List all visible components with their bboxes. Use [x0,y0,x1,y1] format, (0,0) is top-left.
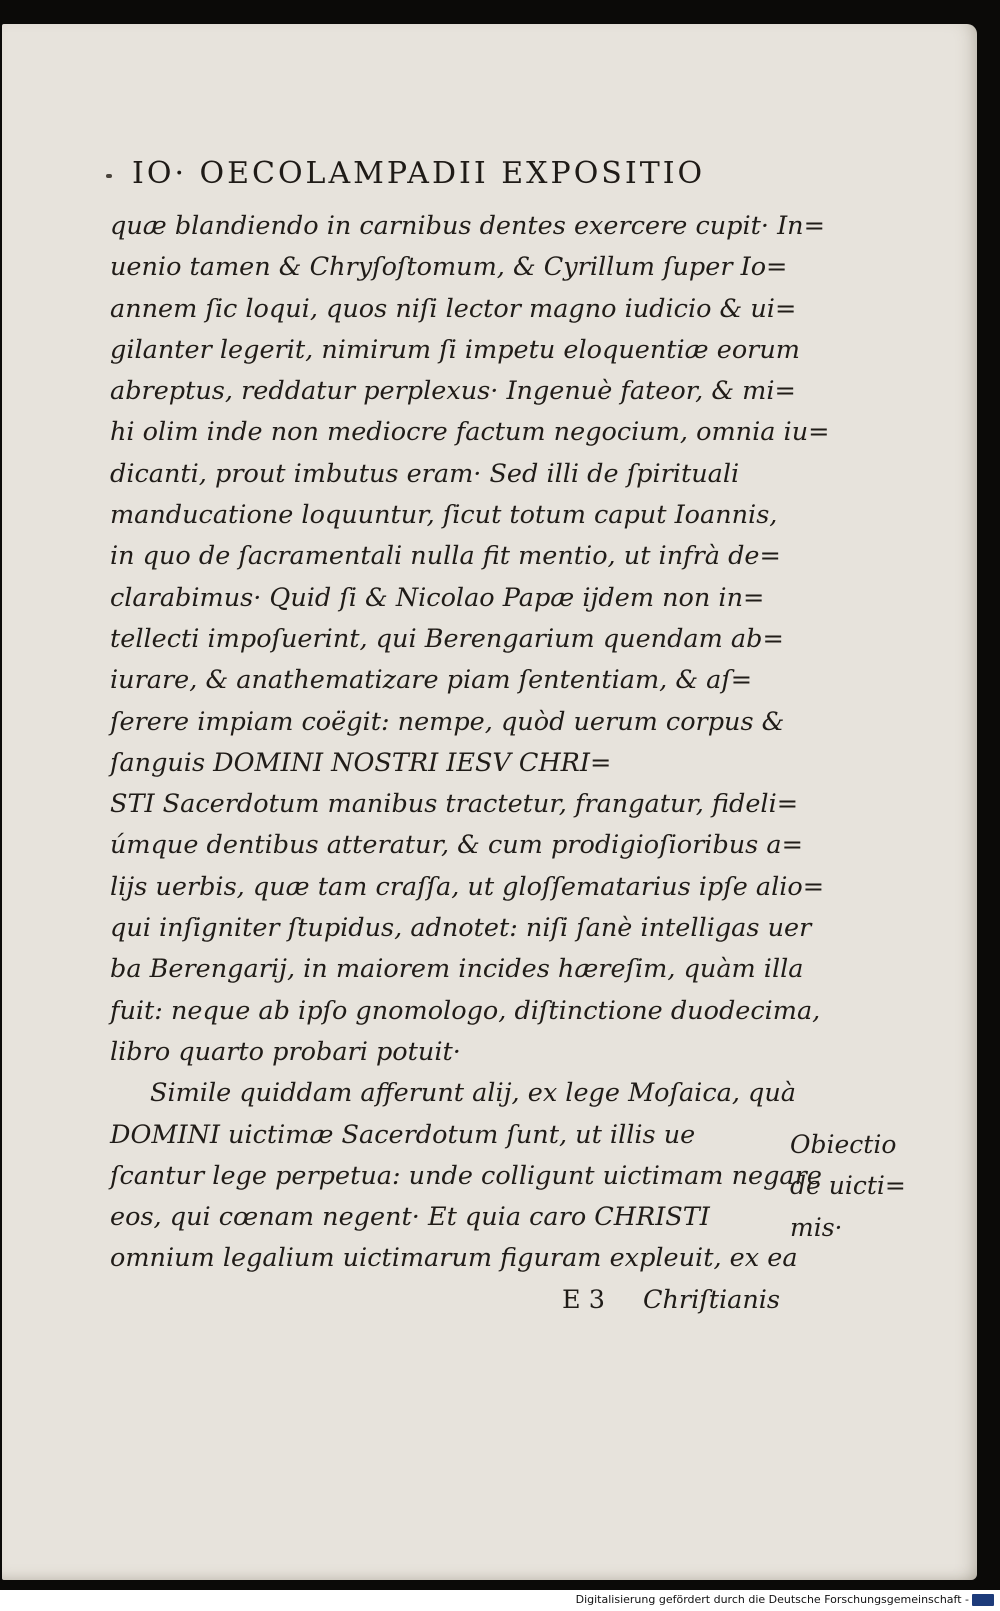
text-line: ba Berengarij, in maiorem incides hæreſim, quàm illa [110,954,804,985]
signature-mark: E 3 [562,1284,605,1315]
text-line: ſcantur lege perpetua: unde colligunt uictimam negare [110,1160,822,1191]
text-line: úmque dentibus atteratur, & cum prodigioſioribus a= [110,830,803,861]
footer-credit [576,1591,994,1609]
text-line: iurare, & anathematizare piam ſententiam, & aſ= [110,665,753,696]
text-line: qui inſigniter ſtupidus, adnotet: niſi ſanè intelligas uer [110,913,812,944]
text-line: manducatione loquuntur, ſicut totum caput Ioannis, [110,500,778,531]
text-line: hi olim inde non mediocre factum negocium, omnia iu= [110,417,830,448]
catchword: Chriſtianis [643,1284,780,1315]
text-line: tellecti impoſuerint, qui Berengarium quendam ab= [110,623,784,654]
text-line: dicanti, prout imbutus eram· Sed illi de ſpirituali [110,458,740,489]
marginal-note-line: Obiectio [790,1130,897,1159]
ink-mark [106,174,112,178]
text-line: abreptus, reddatur perplexus· Ingenuè fateor, & mi= [110,376,796,407]
text-line: lijs uerbis, quæ tam craſſa, ut gloſſematarius ipſe alio= [110,871,825,902]
text-line: in quo de ſacramentali nulla fit mentio, ut infrà de= [110,541,781,572]
signature-line [110,1280,790,1321]
dfg-logo-icon [972,1594,994,1606]
text-line: uenio tamen & Chryſoſtomum, & Cyrillum ſuper Io= [110,252,788,283]
text-line: ſerere impiam coëgit: nempe, quòd uerum corpus & [110,706,785,737]
running-head: IO· OECOLAMPADII EXPOSITIO [132,156,706,191]
text-line: annem ſic loqui, quos niſi lector magno iudicio & ui= [110,293,797,324]
book-page [2,24,977,1580]
text-line: Simile quiddam afferunt alij, ex lege Moſaica, quà [150,1078,796,1109]
text-line: ſanguis DOMINI NOSTRI IESV CHRI= [110,747,612,778]
text-line: quæ blandiendo in carnibus dentes exercere cupit· In= [110,211,825,241]
footer-credit-text: Digitalisierung gefördert durch die Deutsche Forschungsgemeinschaft - [575,1593,969,1606]
marginal-note-line: de uicti= [790,1171,906,1201]
text-line: clarabimus· Quid ſi & Nicolao Papæ ijdem non in= [110,582,765,613]
text-line: omnium legalium uictimarum figuram expleuit, ex ea [110,1243,798,1274]
text-line: STI Sacerdotum manibus tractetur, frangatur, fideli= [110,789,799,820]
text-line: gilanter legerit, nimirum ſi impetu eloquentiæ eorum [110,334,800,365]
text-line: libro quarto probari potuit· [110,1036,461,1067]
text-line: eos, qui cœnam negent· Et quia caro CHRISTI [110,1202,710,1233]
marginal-note-line: mis· [790,1212,843,1242]
marginal-note [790,1124,906,1248]
text-line: DOMINI uictimæ Sacerdotum ſunt, ut illis ue [110,1119,696,1150]
text-line: fuit: neque ab ipſo gnomologo, diſtinctione duodecima, [110,995,821,1026]
